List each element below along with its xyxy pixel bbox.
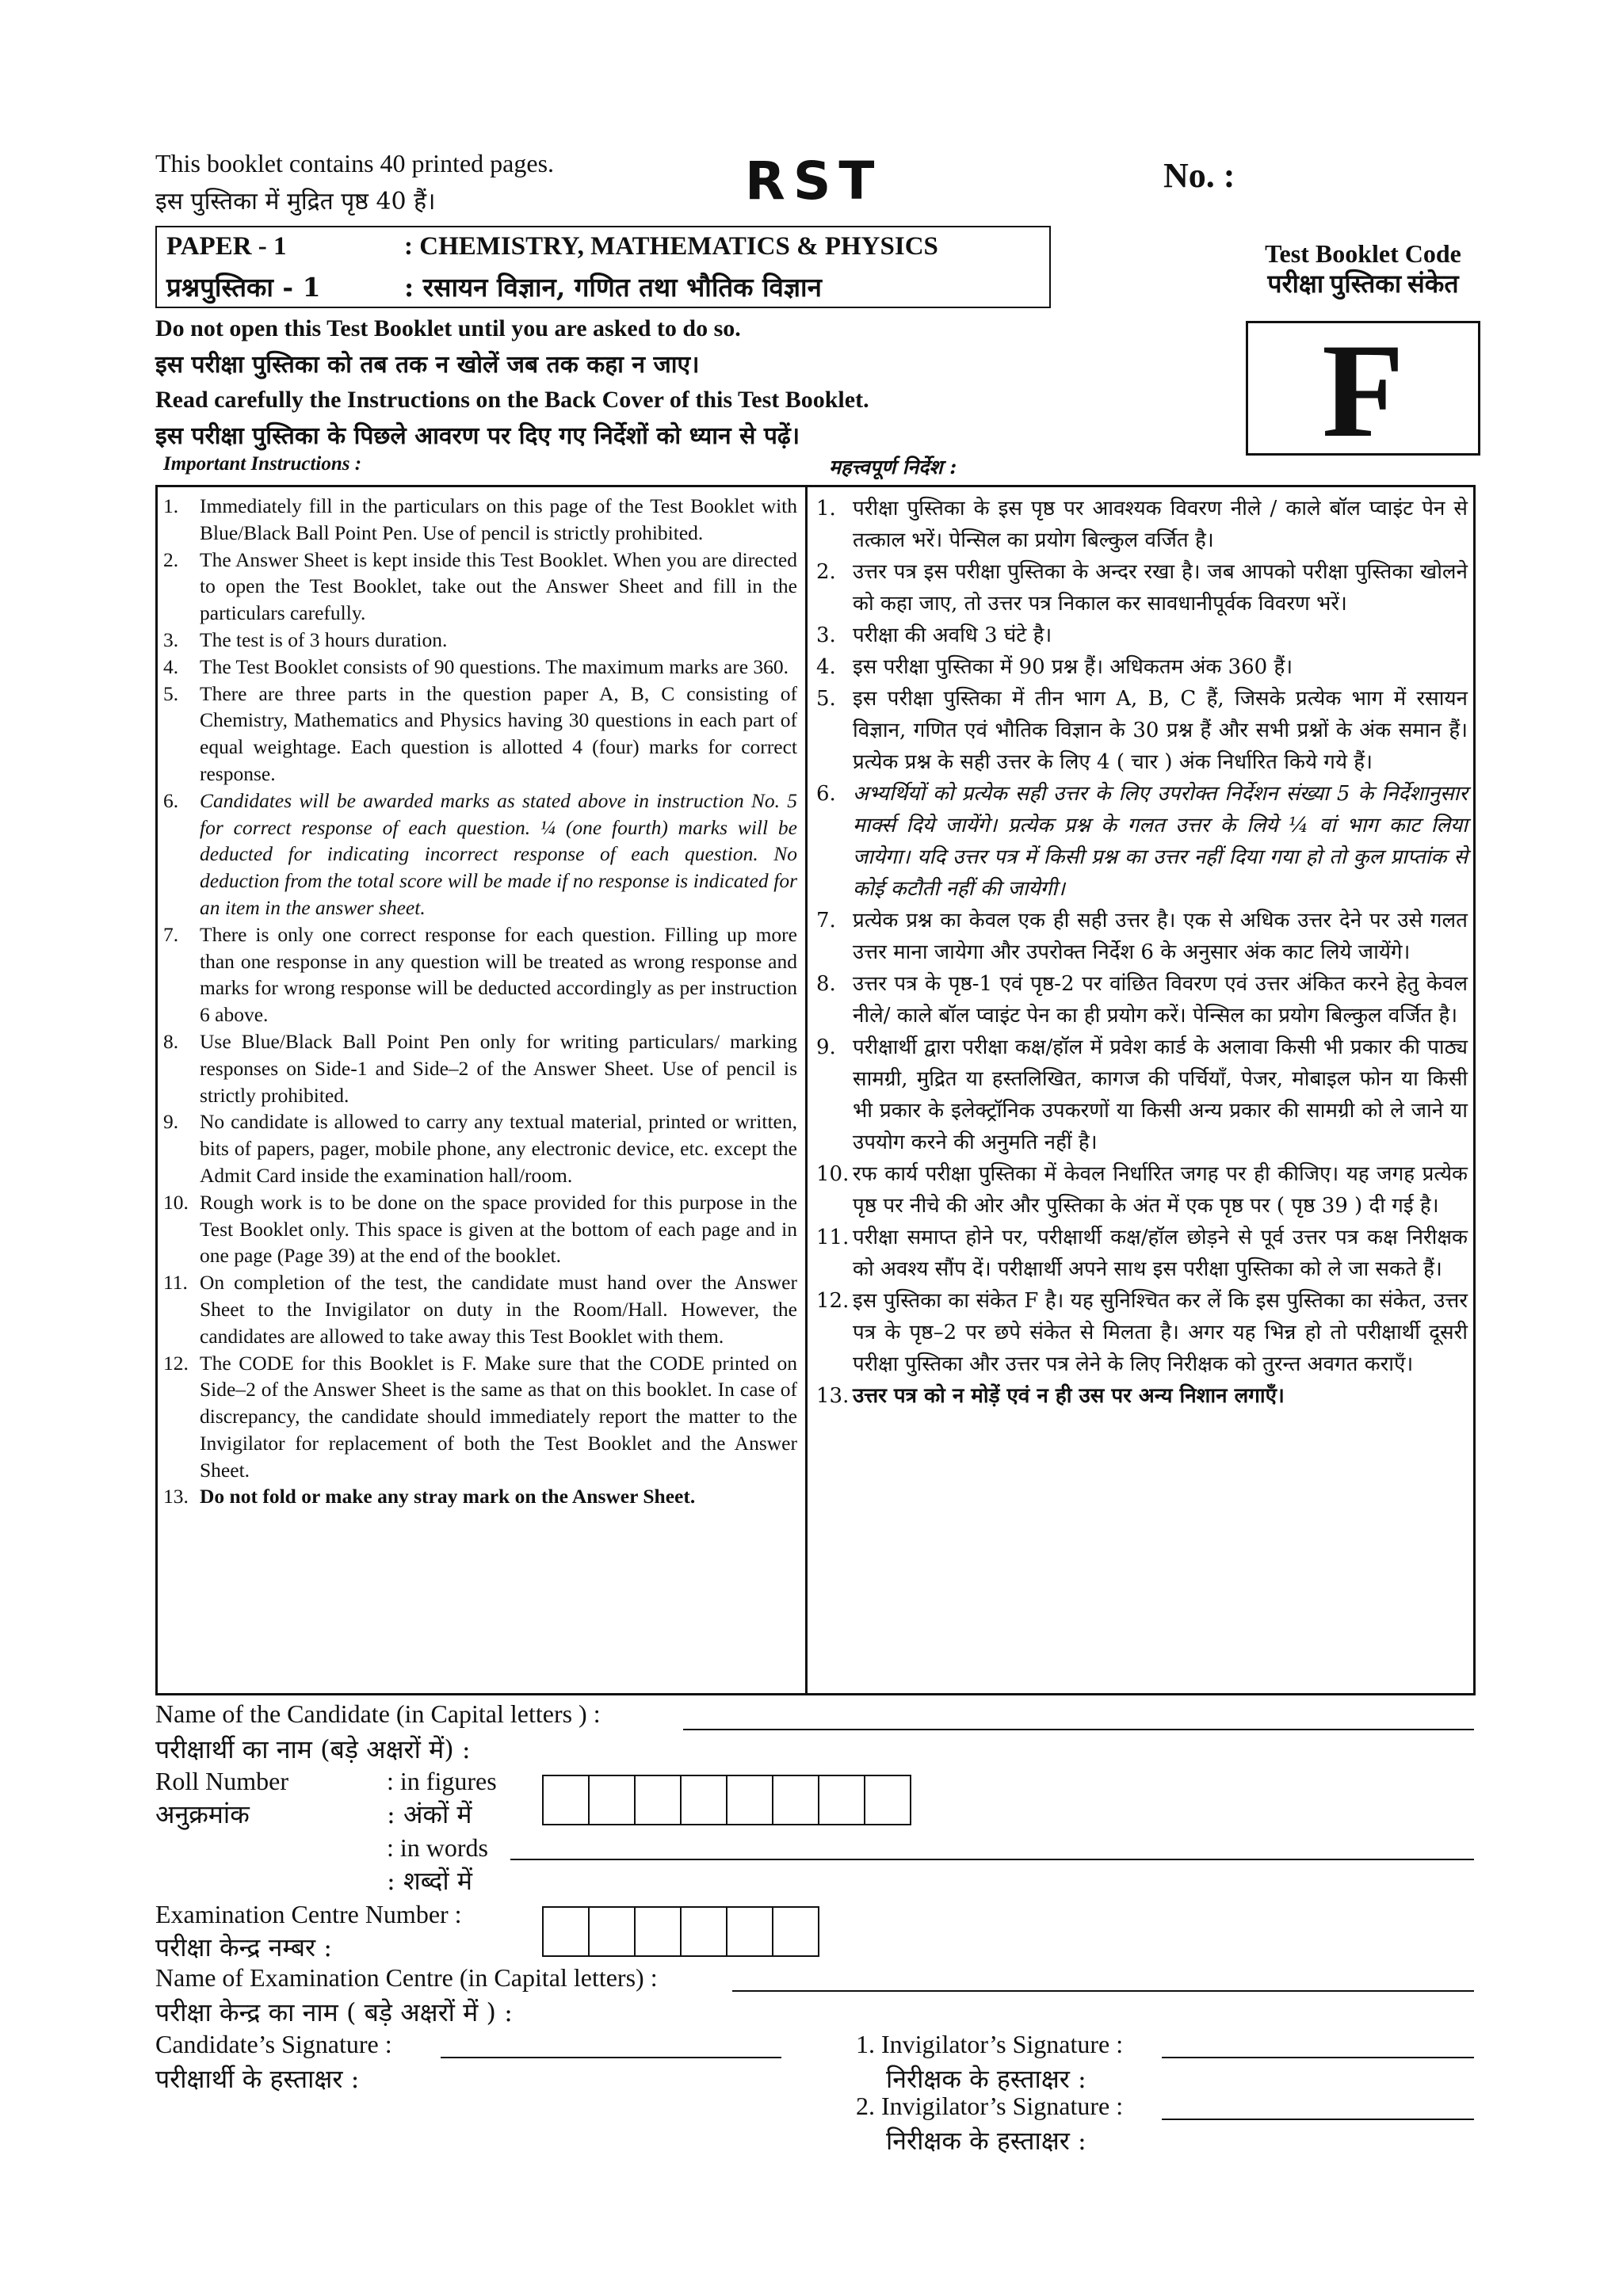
item-number: 10. <box>816 1162 850 1186</box>
instruction-item-hi <box>816 1222 1468 1285</box>
instruction-item-hi <box>816 683 1468 778</box>
booklet-code-title-hi: परीक्षा पुस्तिका संकेत <box>1267 269 1459 298</box>
booklet-code-letter: F <box>1322 316 1404 465</box>
paper-title-en <box>166 232 938 261</box>
item-text: Candidates will be awarded marks as stated above in instruction No. 5 for correct response of each question. ¼ (one fourth) marks will be deducted for indicating incorrect response of each question. No deduction from the total score will be made if no response is indicated for an item in the answer sheet. <box>200 788 797 919</box>
instruction-item-en <box>163 627 797 654</box>
item-number: 5. <box>816 687 836 711</box>
digit-box[interactable] <box>680 1775 727 1825</box>
instruction-item-hi <box>816 905 1468 968</box>
paper-title-hi <box>166 269 822 304</box>
item-number: 4. <box>163 654 179 678</box>
item-number: 8. <box>816 972 836 996</box>
booklet-code-title-en: Test Booklet Code <box>1265 239 1461 268</box>
roll-number-label-hi: अनुक्रमांक <box>155 1799 250 1829</box>
digit-box[interactable] <box>634 1775 682 1825</box>
item-number: 1. <box>816 497 836 521</box>
instruction-item-en <box>163 654 797 681</box>
instructions-heading-hi: महत्त्वपूर्ण निर्देश : <box>829 456 957 479</box>
item-text: Rough work is to be done on the space provided for this purpose in the Test Booklet only. This space is given at the bottom of each page and in one page (Page 39) at the end of the booklet. <box>200 1190 797 1268</box>
digit-box[interactable] <box>542 1906 590 1957</box>
in-figures-label-hi: : अंकों में <box>387 1799 472 1829</box>
instruction-item-hi <box>816 968 1468 1032</box>
candidate-name-field[interactable] <box>683 1729 1474 1730</box>
digit-box[interactable] <box>726 1906 773 1957</box>
item-text: प्रत्येक प्रश्न का केवल एक ही सही उत्तर है। एक से अधिक उत्तर देने पर उसे गलत उत्तर माना जायेगा और उपरोक्त निर्देश 6 के अनुसार अंक काट लिये जायेंगे। <box>853 909 1468 964</box>
item-text: Use Blue/Black Ball Point Pen only for writing particulars/ marking responses on Side-1 and Side–2 of the Answer Sheet. Use of pencil is strictly prohibited. <box>200 1029 797 1107</box>
in-words-label-hi: : शब्दों में <box>387 1866 472 1896</box>
instruction-item-en <box>163 1350 797 1484</box>
item-number: 12. <box>816 1289 850 1313</box>
centre-name-field[interactable] <box>732 1990 1474 1992</box>
instruction-item-en <box>163 1269 797 1349</box>
invigilator2-signature-label-en: 2. Invigilator’s Signature : <box>856 2092 1124 2120</box>
instructions-heading-en: Important Instructions : <box>163 453 362 475</box>
item-number: 4. <box>816 655 836 679</box>
paper-label-en: PAPER - 1 <box>166 232 287 261</box>
candidate-name-label-en: Name of the Candidate (in Capital letters ) : <box>155 1699 601 1728</box>
item-text: परीक्षा समाप्त होने पर, परीक्षार्थी कक्ष/हॉल छोड़ने से पूर्व उत्तर पत्र कक्ष निरीक्षक को अवश्य सौंप दें। परीक्षार्थी अपने साथ इस परीक्षा पुस्तिका को ले जा सकते हैं। <box>853 1226 1468 1281</box>
item-number: 1. <box>163 494 179 517</box>
warning-open-en: Do not open this Test Booklet until you are asked to do so. <box>155 315 741 341</box>
digit-box[interactable] <box>680 1906 727 1957</box>
instruction-item-hi <box>816 1032 1468 1158</box>
item-number: 10. <box>163 1190 189 1214</box>
item-text: No candidate is allowed to carry any textual material, printed or written, bits of papers, pager, mobile phone, any electronic device, etc. except the Admit Card inside the examination hall/room. <box>200 1110 797 1187</box>
item-text: परीक्षा पुस्तिका के इस पृष्ठ पर आवश्यक विवरण नीले / काले बॉल प्वाइंट पेन से तत्काल भरें। पेन्सिल का प्रयोग बिल्कुल वर्जित है। <box>853 497 1468 552</box>
item-number: 8. <box>163 1029 179 1053</box>
invigilator1-signature-field[interactable] <box>1162 2057 1474 2058</box>
item-text: उत्तर पत्र के पृष्ठ-1 एवं पृष्ठ-2 पर वांछित विवरण एवं उत्तर अंकित करने हेतु केवल नीले/ काले बॉल प्वाइंट पेन का ही प्रयोग करें। पेन्सिल का प्रयोग बिल्कुल वर्जित है। <box>853 972 1468 1028</box>
series-code: RST <box>745 151 883 212</box>
digit-box[interactable] <box>726 1775 773 1825</box>
item-number: 7. <box>163 922 179 946</box>
item-number: 6. <box>816 782 836 806</box>
item-text: उत्तर पत्र को न मोड़ें एवं न ही उस पर अन्य निशान लगाएँ। <box>853 1384 1285 1408</box>
item-text: इस पुस्तिका का संकेत F है। यह सुनिश्चित कर लें कि इस पुस्तिका का संकेत, उत्तर पत्र के पृष्ठ–2 पर छपे संकेत से मिलता है। अगर यह भिन्न हो तो परीक्षार्थी दूसरी परीक्षा पुस्तिका और उत्तर पत्र लेने के लिए निरीक्षक को तुरन्त अवगत कराएँ। <box>853 1289 1468 1376</box>
item-text: The test is of 3 hours duration. <box>200 627 448 651</box>
item-text: On completion of the test, the candidate must hand over the Answer Sheet to the Invigilator on duty in the Room/Hall. However, the candidates are allowed to take away this Test Booklet with them. <box>200 1271 797 1348</box>
roll-number-label-en: Roll Number <box>155 1767 288 1795</box>
item-number: 5. <box>163 681 179 705</box>
booklet-code-box <box>1246 316 1480 465</box>
item-number: 13. <box>163 1485 189 1508</box>
digit-box[interactable] <box>634 1906 682 1957</box>
instruction-item-hi <box>816 493 1468 556</box>
item-number: 3. <box>163 627 179 651</box>
candidate-signature-label-hi: परीक्षार्थी के हस्ताक्षर : <box>155 2064 360 2094</box>
digit-box[interactable] <box>772 1775 819 1825</box>
instruction-item-hi <box>816 620 1468 651</box>
instruction-item-hi <box>816 1158 1468 1222</box>
instruction-item-hi <box>816 1285 1468 1380</box>
centre-name-label-hi: परीक्षा केन्द्र का नाम ( बड़े अक्षरों में ) : <box>155 1997 513 2027</box>
pages-note-hi: इस पुस्तिका में मुद्रित पृष्ठ 40 हैं। <box>155 188 436 215</box>
invigilator1-signature-label-hi: निरीक्षक के हस्ताक्षर : <box>886 2064 1086 2094</box>
instruction-item-hi <box>816 1380 1468 1412</box>
instruction-item-en <box>163 493 797 547</box>
invigilator2-signature-label-hi: निरीक्षक के हस्ताक्षर : <box>886 2126 1086 2156</box>
digit-box[interactable] <box>588 1906 636 1957</box>
item-number: 2. <box>163 547 179 571</box>
item-text: There is only one correct response for each question. Filling up more than one response in any question will be treated as wrong response and marks for wrong response will be deducted accordingly as per instruction 6 above. <box>200 922 797 1027</box>
booklet-number-label: No. : <box>1163 156 1235 195</box>
candidate-signature-field[interactable] <box>441 2057 781 2058</box>
invigilator1-signature-label-en: 1. Invigilator’s Signature : <box>856 2030 1124 2058</box>
instruction-item-en <box>163 1189 797 1269</box>
instruction-item-en <box>163 1483 797 1510</box>
item-number: 3. <box>816 624 836 647</box>
digit-box[interactable] <box>864 1775 911 1825</box>
instructions-divider <box>805 485 808 1695</box>
candidate-signature-label-en: Candidate’s Signature : <box>155 2030 392 2058</box>
item-text: Immediately fill in the particulars on this page of the Test Booklet with Blue/Black Ball Point Pen. Use of pencil is strictly prohibited. <box>200 494 797 544</box>
instruction-item-en <box>163 681 797 788</box>
centre-number-boxes[interactable] <box>544 1906 819 1957</box>
warning-open-hi: इस परीक्षा पुस्तिका को तब तक न खोलें जब तक कहा न जाए। <box>155 351 700 379</box>
item-text: रफ कार्य परीक्षा पुस्तिका में केवल निर्धारित जगह पर ही कीजिए। यह जगह प्रत्येक पृष्ठ पर नीचे की ओर और पुस्तिका के अंत में एक पृष्ठ पर ( पृष्ठ 39 ) दी गई है। <box>853 1162 1468 1218</box>
centre-number-label-en: Examination Centre Number : <box>155 1900 462 1928</box>
instruction-item-en <box>163 547 797 627</box>
item-number: 11. <box>163 1271 188 1295</box>
pages-note-en: This booklet contains 40 printed pages. <box>155 149 555 177</box>
item-number: 13. <box>816 1384 850 1408</box>
item-text: उत्तर पत्र इस परीक्षा पुस्तिका के अन्दर रखा है। जब आपको परीक्षा पुस्तिका खोलने को कहा जाए, तो उत्तर पत्र निकाल कर सावधानीपूर्वक विवरण भरें। <box>853 560 1468 616</box>
roll-in-words-field[interactable] <box>510 1859 1474 1860</box>
centre-name-label-en: Name of Examination Centre (in Capital letters) : <box>155 1963 658 1992</box>
item-text: Do not fold or make any stray mark on the Answer Sheet. <box>200 1485 696 1508</box>
booklet-code-title <box>1240 239 1486 299</box>
item-text: इस परीक्षा पुस्तिका में तीन भाग A, B, C हैं, जिसके प्रत्येक भाग में रसायन विज्ञान, गणित एवं भौतिक विज्ञान के 30 प्रश्न हैं और सभी प्रश्नों के अंक समान हैं। प्रत्येक प्रश्न के सही उत्तर के लिए 4 ( चार ) अंक निर्धारित किये गये हैं। <box>853 687 1468 774</box>
instructions-hi-list <box>816 493 1468 1412</box>
paper-label-hi: प्रश्नपुस्तिका - 1 <box>166 272 321 303</box>
instruction-item-hi <box>816 556 1468 620</box>
item-number: 12. <box>163 1351 189 1375</box>
item-text: परीक्षा की अवधि 3 घंटे है। <box>853 624 1052 647</box>
item-number: 2. <box>816 560 836 584</box>
in-figures-label-en: : in figures <box>387 1767 497 1795</box>
item-number: 9. <box>163 1110 179 1134</box>
roll-number-boxes[interactable] <box>544 1775 911 1825</box>
instruction-item-en <box>163 921 797 1028</box>
item-number: 11. <box>816 1226 850 1249</box>
instruction-item-en <box>163 1108 797 1188</box>
digit-box[interactable] <box>772 1906 819 1957</box>
paper-subjects-en: : CHEMISTRY, MATHEMATICS & PHYSICS <box>404 232 938 261</box>
item-text: अभ्यर्थियों को प्रत्येक सही उत्तर के लिए उपरोक्त निर्देशन संख्या 5 के निर्देशानुसार मार्क्स दिये जायेंगे। प्रत्येक प्रश्न के गलत उत्तर के लिये ¼ वां भाग काट लिया जायेगा। यदि उत्तर पत्र में किसी प्रश्न का उत्तर नहीं दिया गया हो तो कुल प्राप्तांक से कोई कटौती नहीं की जायेगी। <box>853 782 1468 901</box>
warning-read-hi: इस परीक्षा पुस्तिका के पिछले आवरण पर दिए गए निर्देशों को ध्यान से पढ़ें। <box>155 422 800 450</box>
digit-box[interactable] <box>818 1775 865 1825</box>
paper-subjects-hi: : रसायन विज्ञान, गणित तथा भौतिक विज्ञान <box>404 272 822 303</box>
item-text: The Test Booklet consists of 90 questions. The maximum marks are 360. <box>200 654 789 678</box>
digit-box[interactable] <box>588 1775 636 1825</box>
item-text: इस परीक्षा पुस्तिका में 90 प्रश्न हैं। अधिकतम अंक 360 हैं। <box>853 655 1293 679</box>
item-number: 9. <box>816 1035 836 1059</box>
in-words-label-en: : in words <box>387 1833 488 1862</box>
item-text: परीक्षार्थी द्वारा परीक्षा कक्ष/हॉल में प्रवेश कार्ड के अलावा किसी भी प्रकार की पाठ्य सामग्री, मुद्रित या हस्तलिखित, कागज की पर्चियाँ, पेजर, मोबाइल फोन या किसी भी प्रकार के इलेक्ट्रॉनिक उपकरणों या किसी अन्य प्रकार की सामग्री को ले जाने या उपयोग करने की अनुमति नहीं है। <box>853 1035 1468 1154</box>
paper-title-box <box>155 226 1051 308</box>
digit-box[interactable] <box>542 1775 590 1825</box>
item-text: There are three parts in the question paper A, B, C consisting of Chemistry, Mathematics and Physics having 30 questions in each part of equal weightage. Each question is allotted 4 (four) marks for correct response. <box>200 681 797 785</box>
instructions-en-list <box>163 493 797 1510</box>
instruction-item-en <box>163 1028 797 1108</box>
invigilator2-signature-field[interactable] <box>1162 2119 1474 2120</box>
item-number: 6. <box>163 788 179 812</box>
instruction-item-hi <box>816 651 1468 683</box>
item-text: The Answer Sheet is kept inside this Test Booklet. When you are directed to open the Test Booklet, take out the Answer Sheet and fill in the particulars carefully. <box>200 547 797 625</box>
instruction-item-en <box>163 788 797 921</box>
instruction-item-hi <box>816 778 1468 905</box>
candidate-name-label-hi: परीक्षार्थी का नाम (बड़े अक्षरों में) : <box>155 1734 471 1764</box>
item-number: 7. <box>816 909 836 933</box>
warning-read-en: Read carefully the Instructions on the Back Cover of this Test Booklet. <box>155 387 869 413</box>
item-text: The CODE for this Booklet is F. Make sure that the CODE printed on Side–2 of the Answer Sheet is the same as that on this booklet. In case of discrepancy, the candidate should immediately report the matter to the Invigilator for replacement of both the Test Booklet and the Answer Sheet. <box>200 1351 797 1482</box>
centre-number-label-hi: परीक्षा केन्द्र नम्बर : <box>155 1932 333 1962</box>
